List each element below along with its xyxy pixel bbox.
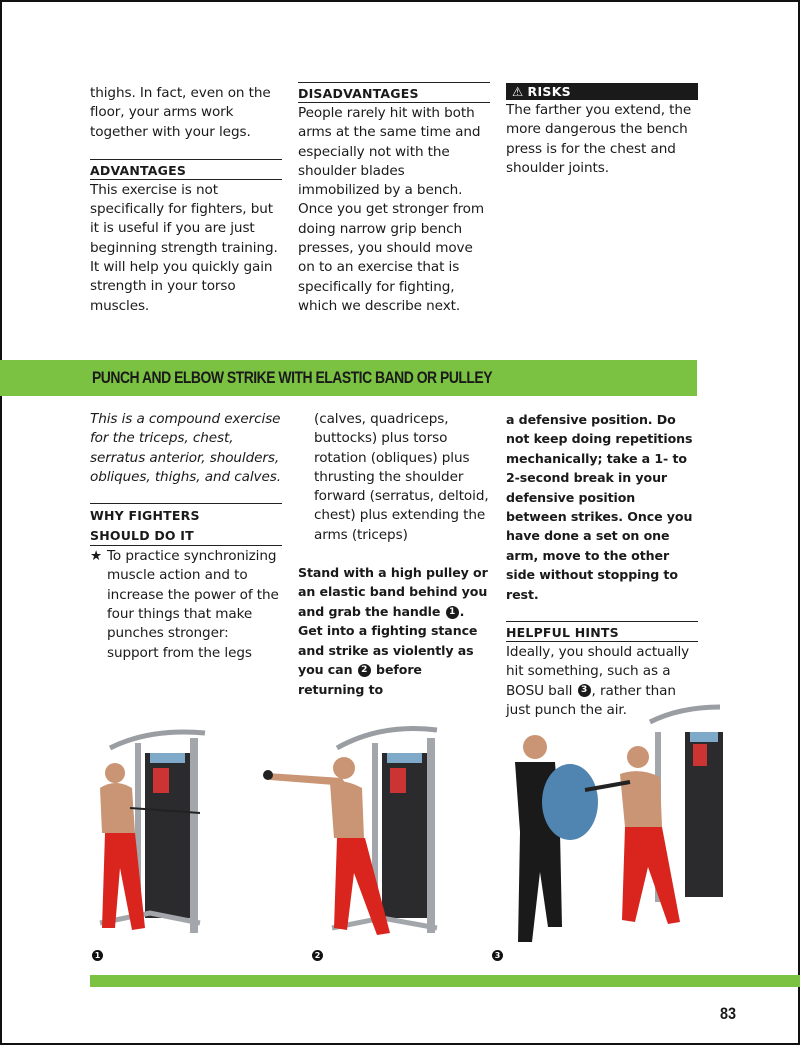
exercise-photo-2 xyxy=(262,718,447,960)
disadvantages-heading: DISADVANTAGES xyxy=(298,82,490,103)
top-column-1 xyxy=(90,84,282,316)
exercise-photo-3 xyxy=(490,702,725,960)
risks-heading-label: RISKS xyxy=(527,84,571,99)
section-column-3 xyxy=(506,410,698,720)
instructions-part1: Stand with a high pulley or an elastic band behind you and grab the handle xyxy=(298,565,488,619)
footer-bar xyxy=(90,975,800,987)
page-number: 83 xyxy=(720,1004,737,1023)
pulley-machine-figure-1-icon xyxy=(90,718,240,948)
intro-text: This is a compound exercise for the triceps, chest, serratus anterior, shoulders, obliques, thighs, and calves. xyxy=(90,411,281,485)
bullet-item xyxy=(90,547,282,663)
top-column-3 xyxy=(506,83,698,178)
why-heading xyxy=(90,503,282,546)
exercise-photo-1 xyxy=(90,718,240,960)
photo-3-number: 3 xyxy=(492,950,503,961)
advantages-text: This exercise is not specifically for fighters, but it is useful if you are just beginning strength training. It will help you quickly gain strength in your torso muscles. xyxy=(90,181,278,314)
warning-icon: ⚠ xyxy=(512,84,524,99)
star-icon: ★ xyxy=(90,548,103,565)
continuation-text: thighs. In fact, even on the floor, your arms work together with your legs. xyxy=(90,85,271,140)
advantages-heading: ADVANTAGES xyxy=(90,159,282,180)
risks-text: The farther you extend, the more dangerous the bench press is for the chest and shoulder joints. xyxy=(506,102,692,176)
section-banner xyxy=(0,360,697,396)
top-column-2 xyxy=(298,82,490,316)
section-column-1 xyxy=(90,410,282,663)
pulley-machine-figure-2-icon xyxy=(262,718,447,948)
step-2-marker: 2 xyxy=(358,664,371,677)
instructions-part2: . Get into a fighting stance and strike as violently as you can xyxy=(298,603,478,678)
bullet-text: To practice synchronizing muscle action and to increase the power of the four things that make punches stronger: support from the legs xyxy=(107,548,279,661)
disadvantages-text: People rarely hit with both arms at the same time and especially not with the shoulder blades immobilized by a bench. Once you get stronger from doing narrow grip bench presses, you should move on to an exercise that is specifically for fighting, which we describe next. xyxy=(298,105,484,314)
section-column-2 xyxy=(298,410,490,699)
bullet-continuation: (calves, quadriceps, buttocks) plus torso rotation (obliques) plus thrusting the shoulder forward (serratus, deltoid, chest) plus extending the arms (triceps) xyxy=(314,411,489,543)
hints-heading: HELPFUL HINTS xyxy=(506,621,698,642)
instructions-continuation: a defensive position. Do not keep doing repetitions mechanically; take a 1- to 2-second break in your defensive position between strikes. Once you have done a set on one arm, move to the other side without stopping to rest. xyxy=(506,412,693,602)
instructions-text xyxy=(298,563,490,699)
step-1-marker: 1 xyxy=(446,606,459,619)
photo-1-number: 1 xyxy=(92,950,103,961)
why-heading-line1: WHY FIGHTERS xyxy=(90,508,200,524)
step-3-marker: 3 xyxy=(578,684,591,697)
hints-part1: Ideally, you should actually hit something, such as a BOSU ball xyxy=(506,644,690,699)
bosu-ball-partner-figure-icon xyxy=(490,702,725,952)
why-heading-line2: SHOULD DO IT xyxy=(90,527,194,543)
risks-heading xyxy=(506,83,698,100)
photo-2-number: 2 xyxy=(312,950,323,961)
instructions-part3: before returning to xyxy=(298,662,422,697)
hints-part2: , rather than just punch the air. xyxy=(506,682,676,718)
section-title: PUNCH AND ELBOW STRIKE WITH ELASTIC BAND OR PULLEY xyxy=(92,368,493,387)
